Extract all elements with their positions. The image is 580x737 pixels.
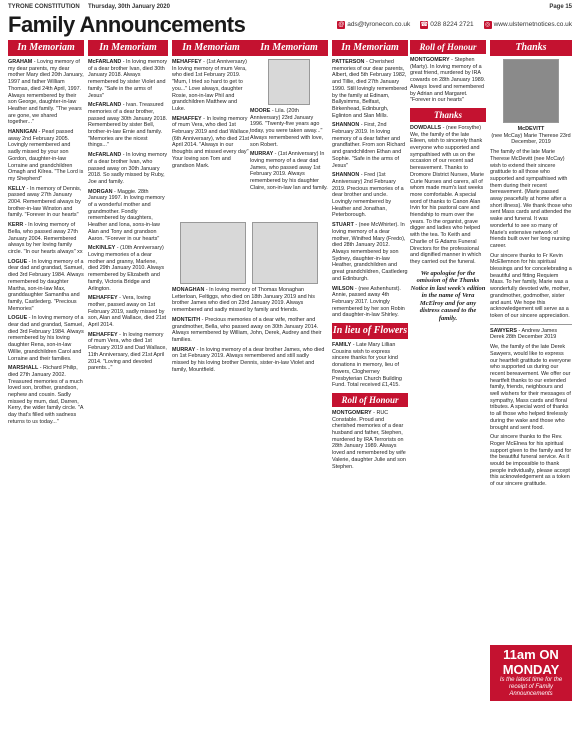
section-heading-in-memoriam: In Memoriam (8, 40, 84, 56)
notice-entry: HANNIGAN - Pearl passed away 2nd February 2005. Lovingly remembered and sadly missed by your son Gordon, daughter-in-law Lorraine and grandchildren Omagh and Kilrea. "The Lord is my Shepherd" (8, 129, 84, 182)
notice-entry: GRAHAM - Loving memory of my dear parents, my dear mother Mary died 20th January, 1997 and father William Thomas, died 24th April, 1997. Always remembered by their son George, daughter-in-law Heather and family. "The years are gone, we shared together..." (8, 59, 84, 126)
notice-entry: McFARLAND - In loving memory of a dear brother Ivan, who passed away on 30th January 2018. So sadly missed by Ruby, Joe and family. (88, 152, 168, 185)
notice-entry: MURRAY - (1st Anniversary) In loving memory of a dear dad James, who passed away 1st February 2019. Always remembered by his daughter Claire, son-in-law Ian and family. (250, 151, 328, 191)
divider: SAWYERS - Andrew James Derek 28th December 2019 (490, 324, 572, 341)
column-1 (8, 40, 84, 730)
notice-text: In loving memory of a dear dad and grandad, Samuel, died 3rd February 1984. Always remembered by his loving daughter Rena, son-in-law Willie, grandchildren Carol and Lorraine and their families. (8, 315, 84, 362)
notice-text: (nee Ashenhurst). Annie, passed away 4th February 2017. Lovingly remembered by her son Robin and daughter-in-law Shirley. (332, 285, 405, 319)
notice-name: McKINLEY (88, 245, 116, 252)
notice-entry: MEHAFFEY - In loving memory of mum Vera, who died 1st February 2019 and dad Wallace, (6th Anniversary), who died 21st April 2014. "Always in our thoughts and missed every day" Your loving son Tom and grandson Mark. (172, 115, 250, 169)
notice-name: McDEVITT (517, 126, 545, 132)
wide-notice-block (172, 220, 326, 690)
notice-name: MONTGOMERY (410, 57, 450, 63)
notice-text: Pearl passed away 2nd February 2005. Lovingly remembered and sadly missed by your son Gordon, daughter-in-law Lorraine and grandchildren Omagh and Kilrea. "The Lord is my Shepherd" (8, 129, 84, 182)
notice-text: In loving memory of a dear brother James, who died on 1st February 2019. Always remembered and still sadly missed by his loving brother Dennis, sister-in-law Violet and family, Mountfield. (172, 346, 325, 373)
notice-text: Loving memory of my dear parents, my dear mother Mary died 20th January, 1997 and father William Thomas, died 24th April, 1997. Always remembered by their son George, daughter-in-law Heather and family. "The years are gone, we shared together..." (8, 59, 84, 126)
notice-name: MONTEITH (172, 316, 201, 323)
section-heading-thanks: Thanks (410, 108, 486, 122)
notice-entry: MONAGHAN - In loving memory of Thomas Monaghan Letterloan, Feltiggs, who died on 18th January 2019 and his brother James who died on 23rd January 2019. Always remembered and sadly missed by family and friends. (172, 287, 315, 314)
notice-text: Cherished memories of our dear parents, Albert, died 5th February 1982, and Tillie, died 27th January 1990. Still lovingly remembered by the family at Edinam, Ballysimms, Belfast, Birkenhead, Edinburgh, Eglinton and Slan Mills. (332, 59, 408, 119)
notice-entry: MEHAFFEY - (1st Anniversary) In loving memory of mum Vera, who died 1st February 2019. "Mum, I tried so hard to get to you..." Love always, daughter Rosie, son-in-law Phil and grandchildren Matthew and Luke. (172, 59, 247, 112)
notice-list (332, 410, 408, 470)
section-heading-roll-of-honour: Roll of Honour (332, 393, 408, 407)
notice-text: (1st Anniversary) In loving memory of mum Vera, who died 1st February 2019. "Mum, I tried so hard to get to you..." Love always, daughter Rosie, son-in-law Phil and grandchildren Matthew and Luke. (172, 59, 247, 112)
page-title: Family Announcements (8, 12, 246, 37)
notice-name: MARSHALL (8, 365, 39, 372)
column-2 (88, 40, 168, 730)
notice-text: In loving memory of mum Vera, who died 1st February 2019 and dad Wallace, (6th Anniversary), who died 21st April 2014. "Always in our thoughts and missed every day" Your loving son Tom and grandson Mark. (172, 115, 250, 169)
column-3 (172, 40, 250, 218)
notice-text: Richard Philip, died 27th January 2002. Treasured memories of a much loved son, brother, grandson, nephew and cousin. Sadly missed by mum, dad, Darren, Kerry, the wider family circle. "A day that's filled with sadness returns to us today..." (8, 365, 84, 425)
notice-entry: PATTERSON - Cherished memories of our dear parents, Albert, died 5th February 1982, and Tillie, died 27th January 1990. Still lovingly remembered by the family at Edinam, Ballysimms, Belfast, Birkenhead, Edinburgh, Eglinton and Slan Mills. (332, 59, 408, 119)
notice-text: (1st Anniversary) In loving memory of a dear dad James, who passed away 1st February 2019. Always remembered by his daughter Claire, son-in-law Ian and family. (250, 151, 328, 191)
contact-info (337, 21, 572, 29)
notice-name: MOORE (250, 108, 271, 114)
notice-text: In loving memory of a dear brother Ivan, died 30th January 2018. Always remembered by sister Violet and family. "Safe in the arms of Jesus" (88, 59, 168, 99)
notice-text: In loving memory of mum Vera, who died 1st February 2019 and Dad Wallace, 11th Anniversary, died 21st April 2014. "Loving and devoted parents..." (88, 331, 167, 372)
notice-subtitle: (nee McCay) Marie Therese 23rd December, 2019 (491, 132, 571, 146)
notice-text: Vera, loving mother, passed away on 1st February 2019, sadly missed by son, Alan and Wallace, died 21st April 2014. (88, 295, 167, 329)
notice-text: RUC Constable. Proud and cherished memories of a dear husband and father, Stephen, murdered by IRA Terrorists on 28th January 1989. Always loved and remembered by wife Valerie, daughter Julie and son Stephen. (332, 409, 406, 470)
notice-text: Fred (1st Anniversary) 2nd February 2019. Precious memories of a dear brother and uncle. Lovingly remembered by Heather and Jonathan, Peterborough. (332, 172, 404, 219)
notice-entry: LOGUE - In loving memory of a dear dad and grandad, Samuel, died 3rd February 1984. Always remembered by daughter Martha, son-in-law Max, granddaughter Samantha and family, Castlederg. "Precious Memories" (8, 258, 84, 312)
notice-name: LOGUE (8, 315, 28, 322)
email-icon: @ (338, 22, 345, 28)
notice-name: STUART (332, 222, 354, 229)
notice-name: McFARLAND (88, 102, 122, 109)
notice-list (250, 108, 328, 191)
notice-list (88, 59, 168, 372)
notice-name: MONAGHAN (172, 287, 205, 293)
notice-text: Precious memories of a dear wife, mother and grandmother, Bella, who passed away on 30th January 2014. Always remembered by William, John, Derek, Audrey and their families. (172, 316, 322, 343)
apology-notice: We apologise for the omission of the Thanks Notice in last week's edition in the name of Vera McElroy and for any distress caused to the family. (410, 269, 486, 322)
column-5 (332, 40, 408, 730)
notice-entry: LOGUE - In loving memory of a dear dad and grandad, Samuel, died 3rd February 1984. Always remembered by his loving daughter Rena, son-in-law Willie, grandchildren Carol and Lorraine and their families. (8, 315, 84, 362)
globe-icon: ◎ (484, 22, 491, 28)
notice-name: LOGUE (8, 258, 28, 265)
notice-entry: MARSHALL - Richard Philip, died 27th January 2002. Treasured memories of a much loved son, brother, grandson, nephew and cousin. Sadly missed by mum, dad, Darren, Kerry, the wider family circle. "A day that's filled with sadness returns to us today..." (8, 365, 84, 425)
notice-entry: McKINLEY - (10th Anniversary) Loving memories of a dear mother and granny, Marlene, died 29th January 2010. Always remembered by Elizabeth and family, Victoria Bridge and Arlington. (88, 245, 165, 292)
notice-entry: MONTEITH - Precious memories of a dear wife, mother and grandmother, Bella, who passed away on 30th January 2014. Always remembered by William, John, Derek, Audrey and their families. (172, 316, 322, 343)
notice-name: HANNIGAN (8, 129, 38, 136)
notice-text: Lila. (20th Anniversary) 23rd January 1996. "Twenty-five years ago today, you were taken away..." Always remembered with love, son Robert. (250, 108, 324, 148)
notice-name: KELLY (8, 185, 26, 192)
section-heading-roll-of-honour: Roll of Honour (410, 40, 486, 54)
notice-name: PATTERSON (332, 59, 365, 65)
column-7 (490, 40, 572, 640)
notice-text: (nee Forsythe) We, the family of the late Eileen, wish to sincerely thank everyone who supported and sympathised with us on the occasion of our recent sad bereavement. Thanks to Dromore District Nurses, Marie Curie Nurses and carers, all of whom made mum's last weeks more comfortable. A special word of thanks to Canon Alan Irvin for his pastoral care and friendship to mum over the years. To the organist, grave digger and ladies who helped with the tea. To Keith and Charlie of G Adams Funeral Directors for the professional and dignified manner in which they carried out the funeral. (410, 124, 484, 265)
notice-entry: MEHAFFEY - In loving memory of mum Vera, who died 1st February 2019 and Dad Wallace, 11th Anniversary, died 21st April 2014. "Loving and devoted parents..." (88, 331, 167, 372)
notice-entry: MEHAFFEY - Vera, loving mother, passed away on 1st February 2019, sadly missed by son, Alan and Wallace, died 21st April 2014. (88, 295, 167, 329)
notice-name: MURRAY (172, 346, 196, 353)
notice-text: Ivan. Treasured memories of a dear brother, passed away 30th January 2018. Remembered by sister Bell, brother-in-law Ernie and family. "Memories are the nicest things..." (88, 102, 168, 149)
section-heading-in-memoriam: In Memoriam (250, 40, 328, 56)
notice-name: McFARLAND (88, 152, 122, 159)
notice-name: MEHAFFEY (172, 115, 202, 122)
section-heading-in-memoriam: In Memoriam (172, 40, 250, 56)
notice-entry: MONTGOMERY - RUC Constable. Proud and cherished memories of a dear husband and father, Stephen, murdered by IRA Terrorists on 28th January 1989. Always loved and remembered by wife Valerie, daughter Julie and son Stephen. (332, 409, 406, 470)
notice-name: DOWDALLS (410, 124, 442, 131)
notice-name: McFARLAND (88, 59, 122, 65)
notice-text: The family of the late Marie Therese McDevitt (nee McCay) wish to extend their sincere gratitude to all those who supported and sympathised with them during their recent bereavement. (Marie passed away peacefully at home after a short illness). We thank those who sent Mass cards and attended the wake and funeral. It was wonderful to see so many of Marie's extensive network of friends built over her long nursing career. (490, 149, 572, 249)
email-contact[interactable]: @ ads@tyronecon.co.uk (338, 21, 411, 28)
notice-entry: McFARLAND - In loving memory of a dear brother Ivan, died 30th January 2018. Always remembered by sister Violet and family. "Safe in the arms of Jesus" (88, 59, 168, 99)
notice-text: (nee McWhirter). In loving memory of a dear mother, Winifred Mary (Fredo), died 28th January 2012. Always remembered by son Sydney, daughter-in-law Heather, grandchildren and great grandchildren, Castlederg and Edinburgh. (332, 222, 408, 282)
notice-name: MEHAFFEY (88, 295, 118, 302)
notice-list (172, 59, 250, 169)
notice-entry: FAMILY - Late Mary Lillian Cousins wish to express sincere thanks for your kind donations in memory, lieu of flowers, Clogherney Presbyterian Church Building Fund. Total received £1,415. (332, 342, 402, 389)
notice-text: Late Mary Lillian Cousins wish to express sincere thanks for your kind donations in memory, lieu of flowers, Clogherney Presbyterian Church Building Fund. Total received £1,415. (332, 342, 402, 389)
notice-text: In loving memory of Thomas Monaghan Letterloan, Feltiggs, who died on 18th January 2019 and his brother James who died on 23rd January 2019. Always remembered and sadly missed by family and friends. (172, 287, 315, 314)
notice-list (332, 342, 408, 389)
section-heading-in-memoriam: In Memoriam (332, 40, 408, 56)
notice-list (410, 125, 486, 266)
notice-entry: KELLY - In memory of Dennis, passed away 27th January 2004. Remembered always by brother-in-law Winston and family. "Forever in our hearts" (8, 185, 82, 219)
notice-text: In loving memory of a dear dad and grandad, Samuel, died 3rd February 1984. Always remembered by daughter Martha, son-in-law Max, granddaughter Samantha and family, Castlederg. "Precious Memories" (8, 258, 84, 312)
notice-entry: MORGAN - Maggie. 28th January 1997. In loving memory of a wonderful mother and grandmother. Fondly remembered by daughters, Heather and Iona, sons-in-law Alan and Tony and grandson Aaron. "Forever in our hearts" (88, 188, 165, 242)
notice-name: MURRAY (250, 151, 274, 158)
notice-name: MEHAFFEY (172, 59, 202, 65)
section-heading-in-lieu: In lieu of Flowers (332, 323, 408, 339)
notice-entry: STUART - (nee McWhirter). In loving memory of a dear mother, Winifred Mary (Fredo), died 28th January 2012. Always remembered by son Sydney, daughter-in-law Heather, grandchildren and great grandchildren, Castlederg and Edinburgh. (332, 222, 408, 282)
page-number: Page 15 (549, 4, 572, 10)
notice-entry: MOORE - Lila. (20th Anniversary) 23rd January 1996. "Twenty-five years ago today, you were taken away..." Always remembered with love, son Robert. (250, 108, 324, 148)
phone-contact[interactable]: ☎ 028 8224 2721 (420, 21, 474, 28)
web-contact[interactable]: ◎ www.ulsternetnotices.co.uk (484, 21, 572, 28)
notice-entry: WILSON - (nee Ashenhurst). Annie, passed away 4th February 2017. Lovingly remembered by her son Robin and daughter-in-law Shirley. (332, 285, 405, 319)
memorial-photo (180, 222, 246, 284)
notice-subtitle: Andrew James Derek 28th December 2019 (490, 327, 558, 341)
notice-name: GRAHAM (8, 59, 33, 65)
notice-text: Our sincere thanks to Fr Kevin McEllemnon for his spiritual blessings and for concelebrating a beautiful and fitting Requiem Mass. To her family, Marie was a wonderfully devoted wife, mother, grandmother, godmother, sister and aunt. We hope this acknowledgement will serve as a token of our sincere appreciation. (490, 252, 572, 319)
notice-text: Maggie. 28th January 1997. In loving memory of a wonderful mother and grandmother. Fondly remembered by daughters, Heather and Iona, sons-in-law Alan and Tony and grandson Aaron. "Forever in our hearts" (88, 188, 165, 242)
deadline-box (490, 645, 572, 701)
memorial-photo (503, 59, 559, 123)
deadline-day: MONDAY (502, 662, 560, 677)
notice-text: In memory of Dennis, passed away 27th January 2004. Remembered always by brother-in-law Winston and family. "Forever in our hearts" (8, 185, 82, 219)
notice-text: In loving memory of Bella, who passed away 27th January 2004. Remembered always by her loving family circle. "In our hearts always" xx (8, 222, 83, 255)
notice-entry: McFARLAND - Ivan. Treasured memories of a dear brother, passed away 30th January 2018. Remembered by sister Bell, brother-in-law Ernie and family. "Memories are the nicest things..." (88, 102, 168, 149)
notice-name: MORGAN (88, 188, 113, 195)
notice-entry: KERR - In loving memory of Bella, who passed away 27th January 2004. Remembered always by her loving family circle. "In our hearts always" xx (8, 222, 83, 255)
column-4 (250, 40, 328, 218)
notice-list (8, 59, 84, 426)
notice-name: KERR (8, 222, 24, 229)
notice-list (332, 59, 408, 319)
notice-name: SHANNON (332, 122, 360, 129)
notice-text: In loving memory of a dear brother Ivan, who passed away on 30th January 2018. So sadly missed by Ruby, Joe and family. (88, 152, 168, 185)
notice-name: MONTGOMERY (332, 409, 372, 416)
issue-date: Thursday, 30th January 2020 (88, 4, 170, 10)
section-heading-in-memoriam: In Memoriam (88, 40, 168, 56)
notice-name: FAMILY (332, 342, 352, 349)
notice-name: MEHAFFEY (88, 331, 118, 338)
notice-entry: SHANNON - Fred (1st Anniversary) 2nd February 2019. Precious memories of a dear brother and uncle. Lovingly remembered by Heather and Jonathan, Peterborough. (332, 172, 404, 219)
notice-entry: MURRAY - In loving memory of a dear brother James, who died on 1st February 2019. Always remembered and still sadly missed by his loving brother Dennis, sister-in-law Violet and family, Mountfield. (172, 346, 325, 373)
deadline-time: 11am ON (503, 647, 559, 662)
deadline-note: Is the latest time for the receipt of Family Announcements (499, 677, 563, 697)
page-header (8, 12, 572, 38)
notice-text: We, the family of the late Derek Sawyers, would like to express our heartfelt gratitude to everyone who supported us during our recent bereavement. We offer our heartfelt thanks to our extended family, friends, neighbours and well wishers for their messages of sympathy, Mass cards and floral tributes. A special word of thanks to all those who helped tirelessly during the wake and those who brought and sent food. (490, 344, 571, 431)
notice-name: SAWYERS (490, 327, 517, 334)
notice-text: Stephen (Marty). In loving memory of a great friend, murdered by IRA cowards on 28th January 1989. Always loved and remembered by Adrian and Margaret. "Forever in our hearts" (410, 57, 486, 104)
notice-entry: MONTGOMERY - Stephen (Marty). In loving memory of a great friend, murdered by IRA cowards on 28th January 1989. Always loved and remembered by Adrian and Margaret. "Forever in our hearts" (410, 57, 486, 104)
section-heading-thanks: Thanks (490, 40, 572, 56)
notice-entry: DOWDALLS - (nee Forsythe) We, the family of the late Eileen, wish to sincerely thank everyone who supported and sympathised with us on the occasion of our recent sad bereavement. Thanks to Dromore District Nurses, Marie Curie Nurses and carers, all of whom made mum's last weeks more comfortable. A special word of thanks to Canon Alan Irvin for his pastoral care and friendship to mum over the years. To the organist, grave digger and ladies who helped with the tea. To Keith and Charlie of G Adams Funeral Directors for the professional and dignified manner in which they carried out the funeral. (410, 124, 484, 265)
notice-name: WILSON (332, 285, 354, 292)
memorial-photo (252, 222, 318, 284)
notice-entry: SHANNON - First, 2nd February 2019. In loving memory of a dear father and grandfather. From son Richard and grandchildren Ethan and Sophie. "Safe in the arms of Jesus" (332, 122, 406, 169)
notice-list (410, 57, 486, 104)
notice-list (172, 287, 326, 373)
notice-text: (10th Anniversary) Loving memories of a dear mother and granny, Marlene, died 29th January 2010. Always remembered by Elizabeth and family, Victoria Bridge and Arlington. (88, 245, 165, 292)
notice-text: Our sincere thanks to the Rev. Roger McElnea for his spiritual support given to the family and for the beautiful funeral service. As it would be impossible to thank people individually, please accept this acknowledgement as a token of our sincere gratitude. (490, 434, 572, 488)
memorial-photo (268, 59, 310, 105)
column-6 (410, 40, 486, 730)
phone-icon: ☎ (420, 22, 428, 28)
notice-text: First, 2nd February 2019. In loving memory of a dear father and grandfather. From son Richard and grandchildren Ethan and Sophie. "Safe in the arms of Jesus" (332, 122, 406, 169)
paper-name: TYRONE CONSTITUTION (8, 4, 80, 10)
notice-name: SHANNON (332, 172, 360, 179)
